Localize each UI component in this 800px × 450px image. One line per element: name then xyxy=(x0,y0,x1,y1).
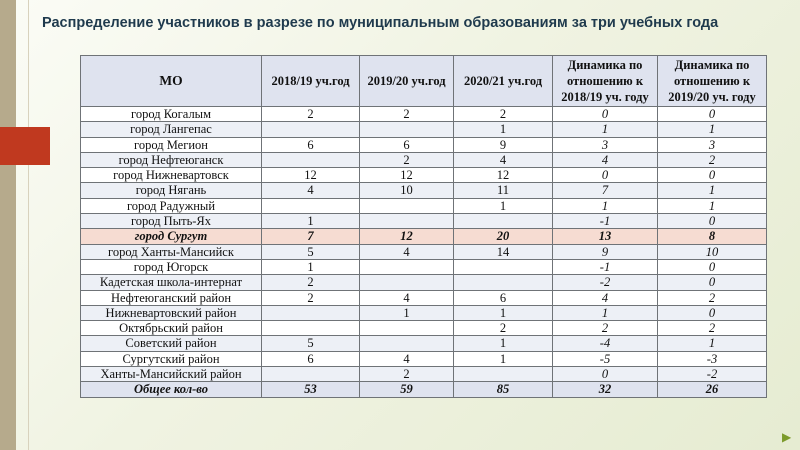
cell-name: город Нефтеюганск xyxy=(81,152,262,167)
header-2018-19: 2018/19 уч.год xyxy=(262,56,360,107)
table-row xyxy=(81,214,767,229)
cell-dyn1819: 7 xyxy=(553,183,658,198)
cell-dyn1920: 8 xyxy=(658,229,767,244)
cell-y2021: 9 xyxy=(454,137,553,152)
cell-y1920: 4 xyxy=(360,351,454,366)
decorative-vertical-line xyxy=(28,0,29,450)
cell-y2021 xyxy=(454,367,553,382)
cell-y1819: 2 xyxy=(262,275,360,290)
cell-dyn1819: -4 xyxy=(553,336,658,351)
cell-dyn1819: 4 xyxy=(553,152,658,167)
cell-dyn1920: 0 xyxy=(658,305,767,320)
cell-y1819: 12 xyxy=(262,168,360,183)
cell-name: город Когалым xyxy=(81,107,262,122)
header-dynamics-2019-20: Динамика по отношению к 2019/20 уч. году xyxy=(658,56,767,107)
cell-dyn1819: -2 xyxy=(553,275,658,290)
cell-y2021: 12 xyxy=(454,168,553,183)
cell-name: Октябрьский район xyxy=(81,321,262,336)
table-row xyxy=(81,168,767,183)
cell-y1819 xyxy=(262,122,360,137)
table-row xyxy=(81,336,767,351)
cell-dyn1920: -2 xyxy=(658,367,767,382)
table-row xyxy=(81,275,767,290)
cell-name: Общее кол-во xyxy=(81,382,262,397)
cell-y1819 xyxy=(262,152,360,167)
table-row xyxy=(81,351,767,366)
cell-y1819 xyxy=(262,367,360,382)
cell-y2021: 11 xyxy=(454,183,553,198)
cell-y2021: 6 xyxy=(454,290,553,305)
cell-y1920: 12 xyxy=(360,168,454,183)
table-row xyxy=(81,367,767,382)
cell-y1819: 53 xyxy=(262,382,360,397)
cell-y1920: 10 xyxy=(360,183,454,198)
cell-dyn1920: 1 xyxy=(658,336,767,351)
cell-y1819 xyxy=(262,321,360,336)
cell-y2021 xyxy=(454,214,553,229)
cell-y1920 xyxy=(360,122,454,137)
cell-y1819: 4 xyxy=(262,183,360,198)
cell-y2021: 20 xyxy=(454,229,553,244)
cell-dyn1920: 0 xyxy=(658,214,767,229)
table-row xyxy=(81,229,767,244)
cell-dyn1920: 1 xyxy=(658,183,767,198)
cell-dyn1819: -5 xyxy=(553,351,658,366)
cell-dyn1819: 0 xyxy=(553,107,658,122)
cell-dyn1920: 2 xyxy=(658,321,767,336)
cell-name: город Пыть-Ях xyxy=(81,214,262,229)
decorative-left-bar xyxy=(0,0,16,450)
cell-y1920 xyxy=(360,259,454,274)
cell-y2021: 2 xyxy=(454,107,553,122)
cell-y1920: 12 xyxy=(360,229,454,244)
cell-y1920: 4 xyxy=(360,290,454,305)
cell-y1920: 6 xyxy=(360,137,454,152)
cell-y2021: 85 xyxy=(454,382,553,397)
cell-y2021: 14 xyxy=(454,244,553,259)
cell-dyn1920: 0 xyxy=(658,275,767,290)
cell-dyn1819: 3 xyxy=(553,137,658,152)
cell-y1920: 2 xyxy=(360,367,454,382)
cell-y1819 xyxy=(262,305,360,320)
cell-dyn1920: 0 xyxy=(658,107,767,122)
cell-dyn1819: -1 xyxy=(553,214,658,229)
cell-y1920: 2 xyxy=(360,107,454,122)
next-arrow-icon: ▶ xyxy=(782,430,792,444)
cell-y1819: 1 xyxy=(262,259,360,274)
cell-dyn1920: 10 xyxy=(658,244,767,259)
table-row xyxy=(81,152,767,167)
cell-y1819: 5 xyxy=(262,244,360,259)
cell-y2021 xyxy=(454,275,553,290)
cell-y2021 xyxy=(454,259,553,274)
cell-dyn1819: 1 xyxy=(553,122,658,137)
cell-dyn1819: 2 xyxy=(553,321,658,336)
cell-y2021: 1 xyxy=(454,336,553,351)
cell-dyn1920: 26 xyxy=(658,382,767,397)
cell-name: город Сургут xyxy=(81,229,262,244)
table-row xyxy=(81,137,767,152)
cell-dyn1819: 32 xyxy=(553,382,658,397)
slide-title: Распределение участников в разрезе по муниципальным образованиям за три учебных года xyxy=(42,15,719,31)
cell-y1819: 1 xyxy=(262,214,360,229)
cell-name: город Мегион xyxy=(81,137,262,152)
cell-dyn1920: 2 xyxy=(658,290,767,305)
table-row xyxy=(81,107,767,122)
cell-name: Нижневартовский район xyxy=(81,305,262,320)
cell-name: город Радужный xyxy=(81,198,262,213)
participants-table xyxy=(80,55,767,398)
cell-name: город Лангепас xyxy=(81,122,262,137)
cell-dyn1819: 1 xyxy=(553,305,658,320)
cell-dyn1819: -1 xyxy=(553,259,658,274)
cell-name: город Нижневартовск xyxy=(81,168,262,183)
table-row xyxy=(81,198,767,213)
cell-name: Советский район xyxy=(81,336,262,351)
table-header-row xyxy=(81,56,767,107)
cell-dyn1819: 13 xyxy=(553,229,658,244)
cell-dyn1819: 1 xyxy=(553,198,658,213)
cell-y1920 xyxy=(360,336,454,351)
table-row xyxy=(81,259,767,274)
table-row xyxy=(81,382,767,397)
cell-dyn1920: 2 xyxy=(658,152,767,167)
cell-y1920 xyxy=(360,214,454,229)
header-mo: МО xyxy=(81,56,262,107)
cell-dyn1819: 0 xyxy=(553,168,658,183)
cell-name: Сургутский район xyxy=(81,351,262,366)
cell-y2021: 2 xyxy=(454,321,553,336)
cell-name: город Ханты-Мансийск xyxy=(81,244,262,259)
cell-name: Ханты-Мансийский район xyxy=(81,367,262,382)
cell-y1920: 59 xyxy=(360,382,454,397)
cell-dyn1920: -3 xyxy=(658,351,767,366)
cell-y1920: 4 xyxy=(360,244,454,259)
cell-y1819: 7 xyxy=(262,229,360,244)
cell-name: город Нягань xyxy=(81,183,262,198)
cell-dyn1920: 3 xyxy=(658,137,767,152)
table-row xyxy=(81,122,767,137)
cell-dyn1920: 1 xyxy=(658,122,767,137)
cell-dyn1920: 1 xyxy=(658,198,767,213)
table-row xyxy=(81,290,767,305)
cell-name: город Югорск xyxy=(81,259,262,274)
decorative-red-block xyxy=(0,127,50,165)
cell-dyn1920: 0 xyxy=(658,259,767,274)
cell-y2021: 4 xyxy=(454,152,553,167)
cell-y2021: 1 xyxy=(454,122,553,137)
cell-y1920 xyxy=(360,275,454,290)
cell-y2021: 1 xyxy=(454,305,553,320)
cell-dyn1819: 9 xyxy=(553,244,658,259)
cell-y1920 xyxy=(360,321,454,336)
cell-y1819: 2 xyxy=(262,290,360,305)
header-2020-21: 2020/21 уч.год xyxy=(454,56,553,107)
cell-dyn1819: 4 xyxy=(553,290,658,305)
cell-dyn1920: 0 xyxy=(658,168,767,183)
cell-y2021: 1 xyxy=(454,198,553,213)
table-row xyxy=(81,183,767,198)
table-row xyxy=(81,244,767,259)
cell-y1819: 6 xyxy=(262,137,360,152)
cell-name: Кадетская школа-интернат xyxy=(81,275,262,290)
cell-y1920: 1 xyxy=(360,305,454,320)
cell-y2021: 1 xyxy=(454,351,553,366)
cell-y1920: 2 xyxy=(360,152,454,167)
cell-dyn1819: 0 xyxy=(553,367,658,382)
cell-y1819: 6 xyxy=(262,351,360,366)
header-dynamics-2018-19: Динамика по отношению к 2018/19 уч. году xyxy=(553,56,658,107)
cell-y1819 xyxy=(262,198,360,213)
cell-y1819: 2 xyxy=(262,107,360,122)
table-row xyxy=(81,321,767,336)
cell-name: Нефтеюганский район xyxy=(81,290,262,305)
cell-y1819: 5 xyxy=(262,336,360,351)
header-2019-20: 2019/20 уч.год xyxy=(360,56,454,107)
cell-y1920 xyxy=(360,198,454,213)
table-row xyxy=(81,305,767,320)
